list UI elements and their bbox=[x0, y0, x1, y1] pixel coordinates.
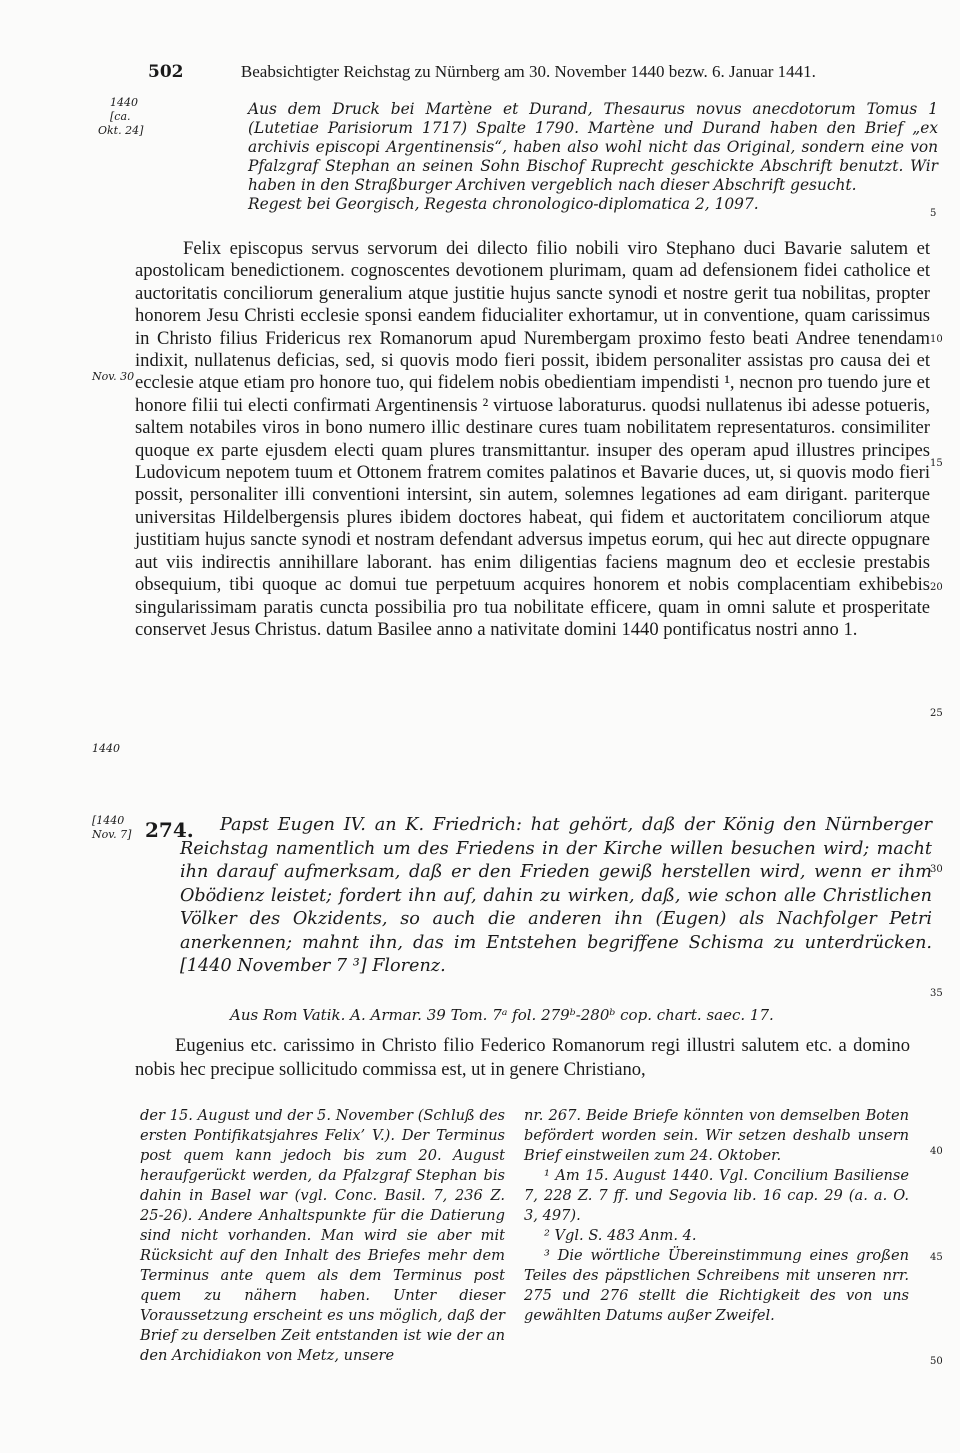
line-number-25: 25 bbox=[930, 708, 943, 719]
line-number-5: 5 bbox=[930, 208, 937, 219]
footnote-continuation-right: nr. 267. Beide Briefe könnten von demselben Boten befördert worden sein. Wir setzen deshalb unsern Brief einstweilen zum 24. Oktober. bbox=[524, 1107, 909, 1164]
line-number-50: 50 bbox=[930, 1356, 943, 1367]
source-note bbox=[248, 100, 938, 214]
footnote-1: ¹ Am 15. August 1440. Vgl. Concilium Basiliense 7, 228 Z. 7 ff. und Segovia lib. 16 cap. 29 (a. a. O. 3, 497). bbox=[524, 1167, 909, 1224]
margin-nov30: Nov. 30 bbox=[92, 370, 135, 383]
document-body bbox=[135, 1034, 910, 1082]
document-number: 274. bbox=[145, 818, 194, 842]
document-regest-text: Papst Eugen IV. an K. Friedrich: hat gehört, daß der König den Nürnberger Reichstag namentlich um des Friedens in der Kirche willen besuchen wird; macht ihn darauf aufmerksam, daß er den Frieden gewiß herstellen wird, wenn er ihm Obödienz leistet; fordert ihn auf, dahin zu wirken, daß, wie schon alle Christlichen Völker des Okzidents, so auch die anderen ihn (Eugen) als Nachfolger Petri anerkennen; mahnt ihn, das im Entstehen begriffene Schisma zu unterdrücken. [1440 November 7 ³] Florenz. bbox=[180, 815, 932, 976]
source-note-regest: Regest bei Georgisch, Regesta chronologico-diplomatica 2, 1097. bbox=[248, 195, 759, 213]
running-title: Beabsichtigter Reichstag zu Nürnberg am 30. November 1440 bezw. 6. Januar 1441. bbox=[240, 62, 816, 81]
margin-date-274 bbox=[92, 814, 142, 842]
margin-date-okt: Okt. 24] bbox=[98, 124, 144, 137]
document-body-text: Eugenius etc. carissimo in Christo filio Federico Romanorum regi illustri salutem etc. a domino nobis hec precipue sollicitudo commissa est, ut in genere Christiano, bbox=[135, 1035, 910, 1080]
line-number-15: 15 bbox=[930, 458, 943, 469]
source-note-text: Aus dem Druck bei Martène et Durand, Thesaurus novus anecdotorum Tomus 1 (Lutetiae Parisiorum 1717) Spalte 1790. Martène und Durand haben den Brief „ex archivis episcopi Argentinensis“, haben also wohl nicht das Original, sondern eine von Pfalzgraf Stephan an seinen Sohn Bischof Ruprecht geschickte Abschrift benutzt. Wir haben in den Straßburger Archiven vergeblich nach dieser Abschrift gesucht. bbox=[248, 100, 938, 194]
line-number-10: 10 bbox=[930, 334, 943, 345]
margin-date-year: 1440 bbox=[110, 96, 138, 109]
margin-date-274-year: [1440 bbox=[92, 814, 125, 827]
document-source: Aus Rom Vatik. A. Armar. 39 Tom. 7ᵃ fol. 279ᵇ-280ᵇ cop. chart. saec. 17. bbox=[230, 1006, 774, 1024]
footnote-2: ² Vgl. S. 483 Anm. 4. bbox=[544, 1227, 697, 1244]
letter-body bbox=[135, 238, 930, 641]
page-number: 502 bbox=[148, 62, 184, 82]
footnote-continuation: der 15. August und der 5. November (Schluß des ersten Pontifikatsjahres Felix’ V.). Der Terminus post quem kann jedoch bis zum 20. August heraufgerückt werden, da Pfalzgraf Stephan bis dahin in Basel war (vgl. Conc. Basil. 7, 236 Z. 25-26). Andere Anhaltspunkte für die Datierung sind nicht vorhanden. Man wird sie aber mit Rücksicht auf den Inhalt des Briefes mehr dem Terminus ante quem als dem Terminus post quem zu nähern haben. Unter dieser Voraussetzung erscheint es uns möglich, daß der Brief zu derselben Zeit entstanden ist wie der an den Archidiakon von Metz, unsere bbox=[140, 1107, 505, 1364]
margin-date-top bbox=[98, 96, 160, 138]
line-number-20: 20 bbox=[930, 582, 943, 593]
margin-date-274-day: Nov. 7] bbox=[92, 828, 132, 841]
margin-year-1440: 1440 bbox=[92, 742, 120, 755]
footnotes-left-column bbox=[140, 1106, 505, 1366]
document-regest bbox=[180, 814, 932, 979]
page-header bbox=[148, 62, 868, 82]
footnotes-right-column bbox=[524, 1106, 909, 1326]
footnote-3: ³ Die wörtliche Übereinstimmung eines großen Teiles des päpstlichen Schreibens mit unseren nrr. 275 und 276 stellt die Richtigkeit des von uns gewählten Datums außer Zweifel. bbox=[524, 1247, 909, 1324]
line-number-35: 35 bbox=[930, 988, 943, 999]
line-number-45: 45 bbox=[930, 1252, 943, 1263]
line-number-30: 30 bbox=[930, 864, 943, 875]
letter-body-text: Felix episcopus servus servorum dei dilecto filio nobili viro Stephano duci Bavarie salutem et apostolicam benedictionem. cognoscentes devotionem plurimam, quam ad defensionem fidei catholice et auctoritatis conciliorum generalium atque justitie hujus sancte synodi et nostre gerit tua nobilitas, propter honorem Jesu Christi ecclesie sponsi eandem fiducialiter exhortamur, ut in conventione, quam carissimus in Christo filius Fridericus rex Romanorum apud Nurembergam proximo festo beati Andree tenendam indixit, nullatenus deficias, sed, si quovis modo fieri possit, ibidem personaliter assistas pro causa dei et ecclesie atque etiam pro honore tuo, qui fidelem nobis obedientiam impendisti ¹, necnon pro tuendo jure et honore filii tui electi confirmati Argentinensis ² virtuose laboraturus. quodsi nullatenus ibi adesse potueris, saltem notabiles viros in bono numero illic destinare cures tuam nobilitatem representaturos. consimiliter quoque ex parte ejusdem electi quam plures transmittantur. insuper des operam apud illustres principes Ludovicum nepotem tuum et Ottonem fratrem comites palatinos et Bavarie duces, ut, si quovis modo fieri possit, personaliter illi conventioni intersint, sin autem, solemnes legationes ad eam dirigant. pariterque universitas Hildelbergensis plures ibidem doctores habeat, qui fidem et auctoritatem conciliorum atque justitiam hujus sancte synodi et nostram defendant adversus impetus eorum, qui hec aut directe oppugnare aut viis indirectis annihillare laborant. has enim diligentias faciens magnum deo et ecclesie prestabis obsequium, tibi quoque ac domui tue perpetuum acquires honorem et nobis complacentiam exhibebis singularissimam paratis cuncta possibilia pro tua nobilitate efficere, quam in omni salute et prosperitate conservet Jesus Christus. datum Basilee anno a nativitate domini 1440 pontificatus nostri anno 1. bbox=[135, 238, 930, 640]
margin-date-ca: [ca. bbox=[110, 110, 131, 123]
line-number-40: 40 bbox=[930, 1146, 943, 1157]
